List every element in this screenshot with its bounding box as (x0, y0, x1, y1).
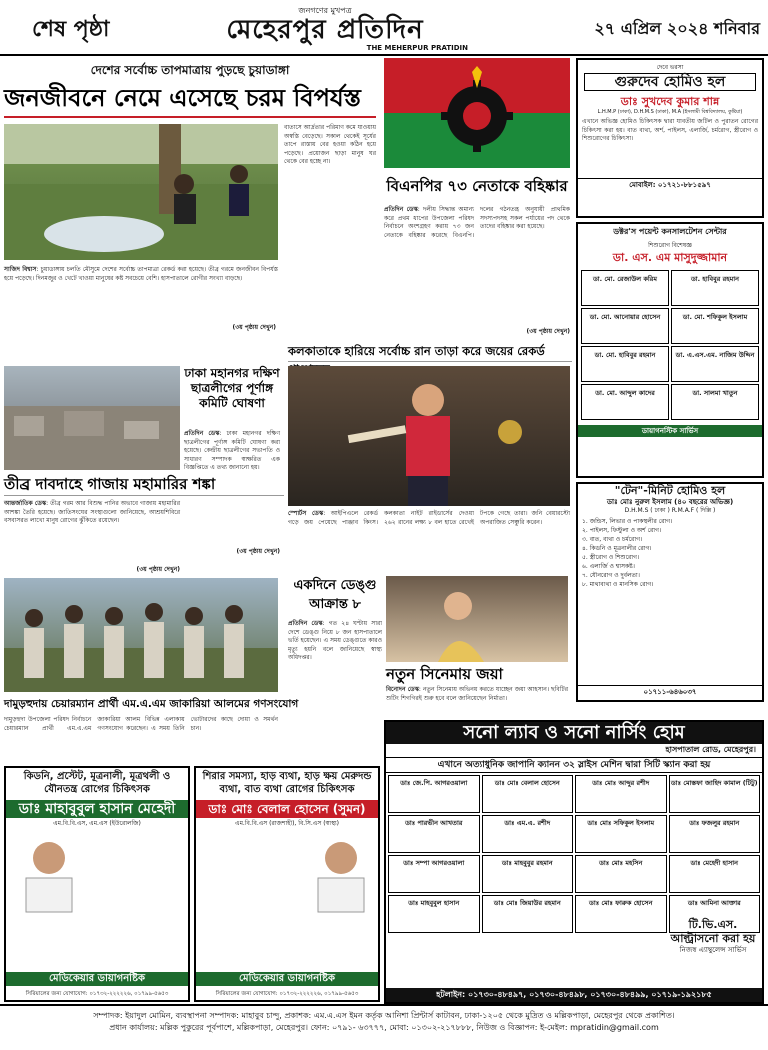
dhaka-headline: ঢাকা মহানগর দক্ষিণ ছাত্রলীগের পূর্ণাঙ্গ কমিটি ঘোষণা (184, 366, 280, 410)
masthead-header (0, 0, 768, 56)
ad-ten-degree: D.H.M.S ( ঢাকা ) R.M.A.F ( দিল্লি ) (624, 507, 716, 514)
ad-sono-doctor-cell: ডাঃ মাহবুবুর রহমান (482, 855, 574, 893)
ad-sono-side-sub: নিজস্ব এ্যাম্বুলেন্স সার্ভিস (679, 946, 747, 954)
lead-text-col2: বাতাসে আর্দ্রতার পরিমাণ কমে যাওয়ায় অস্বস্তি বেড়েছে। সকাল থেকেই সূর্যের তাপে রাস্তায় বের হওয়া কঠিন হয়ে পড়েছে। প্রয়োজন ছাড়া মানুষ ঘর থেকে বের হচ্ছে না। (284, 124, 377, 166)
ad-ten-list-item: ৬. এলার্জি ও শ্বাসকষ্ট। (582, 563, 635, 570)
dhaka-byline: প্রতিদিন ডেস্ক (184, 430, 220, 437)
cricket-text: স্পোর্টস ডেস্ক: আইপিএলে রেকর্ড গড়ে জয় পেয়েছে পাঞ্জাব কিংস। কলকাতা নাইট রাইডার্সের দেওয়া ২৬২ রানের লক্ষ্য ৮ বল হাতে রেখেই টপকে গেছে তারা। জনি বেয়ারস্টো অপরাজিত সেঞ্চুরি করেন। (288, 510, 570, 526)
ad-consult-doctor-cell: ডা. মো. আনোয়ার হোসেন (581, 308, 669, 344)
ad-sono-doctor-cell: ডাঃ সম্পা আগরওয়ালা (388, 855, 480, 893)
gaza-text: আন্তর্জাতিক ডেস্ক: তীব্র গরম আর বিশুদ্ধ পানির অভাবে গাজায় মহামারির আশঙ্কা তৈরি হয়েছে। জাতিসংঘের সংস্থাগুলো জানিয়েছে, আশ্রয়শিবিরে বসবাসরত লাখো মানুষ রোগের ঝুঁকিতে রয়েছেন। (4, 500, 180, 525)
joya-text: বিনোদন ডেস্ক: নতুন সিনেমায় অভিনয় করতে যাচ্ছেন জয়া আহসান। ছবিটির শুটিং শিগগিরই শুরু হবে বলে জানিয়েছেন নির্মাতা। (386, 686, 568, 702)
ad-sono-doctor-cell: ডাঃ এম.এ. রশীদ (482, 815, 574, 853)
ad-ten-list-item: ৫. স্ত্রীরোগ ও শিশুরোগ। (582, 554, 640, 561)
ad-sono-doctor-cell: ডাঃ মোস্তফা জাহিদ কামাল (টিটু) (669, 775, 761, 813)
joya-byline: বিনোদন ডেস্ক (386, 686, 419, 693)
ad-consult-row (578, 345, 762, 383)
ad-consult-row (578, 307, 762, 345)
ad-sono-address: হাসপাতাল রোড, মেহেরপুর। (665, 745, 756, 754)
ad-consult-sub: শিশুরোগ বিশেষজ্ঞ (648, 242, 692, 249)
ad-ten-list-item: ৩. বাত, ব্যথা ও চর্মরোগ। (582, 536, 643, 543)
ad-consult-doctor-grid (578, 269, 762, 421)
ad-sono-doctor-cell: ডাঃ আমিনা আক্তার (669, 895, 761, 933)
batsman-illustration (288, 366, 570, 506)
ad-sono-doctor-cell: ডাঃ ফজলুর রহমান (669, 815, 761, 853)
masthead-title: মেহেরপুর প্রতিদিন (226, 15, 424, 45)
damurhuda-text: দামুড়হুদা উপজেলা পরিষদ নির্বাচনে চেয়ারম্যান প্রার্থী এম.এ.এম জাকারিয়া আলম বিভিন্ন এলাকায় গণসংযোগ করেছেন। এ সময় তিনি ভোটারদের কাছে দোয়া ও সমর্থন চান। (4, 716, 278, 732)
ad-ten-minute (576, 482, 764, 702)
masthead (170, 6, 480, 50)
dhaka-text: প্রতিদিন ডেস্ক: ঢাকা মহানগর দক্ষিণ ছাত্রলীগের পূর্ণাঙ্গ কমিটি ঘোষণা করা হয়েছে। কেন্দ্রীয় ছাত্রলীগের সভাপতি ও সাধারণ সম্পাদক স্বাক্ষরিত এক বিজ্ঞপ্তিতে এ তথ্য জানানো হয়। (184, 430, 280, 472)
lead-headline: জনজীবনে নেমে এসেছে চরম বিপর্যস্ত (4, 82, 376, 118)
issue-date: ২৭ এপ্রিল ২০২৪ শনিবার (594, 19, 760, 38)
cricket-body: আইপিএলে রেকর্ড গড়ে জয় পেয়েছে পাঞ্জাব কিংস। কলকাতা নাইট রাইডার্সের দেওয়া ২৬২ রানের লক্ষ্য ৮ বল হাতে রেখেই টপকে গেছে তারা। জনি বেয়ারস্টো অপরাজিত সেঞ্চুরি করেন। (288, 510, 570, 526)
ad-ten-phone: ০১৭১১-৬৪৬০৩৭ (578, 685, 762, 698)
ad-kidney-degree: এম.বি.বি.এস, এম.এস (ইউরোলজি) (53, 820, 141, 827)
ad-ten-title: "টেন"-মিনিট হোমিও হল (614, 484, 726, 497)
ad-homeo-degree: L.H.M.P (ঢাকা), D.H.M.S (ঢাকা), M.A (ইসলামী বিশ্ববিদ্যালয়, কুষ্টিয়া) (597, 109, 743, 115)
lead-byline: সাজিদ বিশ্বাস (4, 266, 37, 273)
ad-sono-doctor-cell: ডাঃ মোঃ সফিকুল ইসলাম (575, 815, 667, 853)
ad-consult-row (578, 383, 762, 421)
ad-consult-doctor-cell: ডা. সালমা খাতুন (671, 384, 759, 420)
dhaka-body: ঢাকা মহানগর দক্ষিণ ছাত্রলীগের পূর্ণাঙ্গ কমিটি ঘোষণা করা হয়েছে। কেন্দ্রীয় ছাত্রলীগের সভাপতি ও সাধারণ সম্পাদক স্বাক্ষরিত এক বিজ্ঞপ্তিতে এ তথ্য জানানো হয়। (184, 430, 280, 472)
bnp-more-link[interactable]: (৩য় পৃষ্ঠায় দেখুন) (526, 328, 570, 335)
ad-sono-side (668, 918, 758, 955)
ad-bone-degree: এম.বি.বি.এস (রাজশাহী), বি.সি.এস (স্বাস্থ্য) (235, 820, 339, 827)
ad-sono-doctor-cell: ডাঃ মোঃ মহসিন (575, 855, 667, 893)
dengue-headline: একদিনে ডেঙ্গু আক্রান্ত ৮ (293, 578, 377, 612)
doctor-portrait-icon (14, 832, 84, 912)
ad-consult-doctor-cell: ডা. মো. হাবিবুর রহমান (581, 346, 669, 382)
imprint-line-1: সম্পাদক: ইয়াদুল মোমিন, ব্যবস্থাপনা সম্পাদক: মাহাবুব চান্দু, প্রকাশক: এম.এ.এস ইমন কর্তৃক আনিশা প্রিন্টার্স কাটাবন, ঢাকা-১২০৫ থেকে মুদ্রিত ও মল্লিকপাড়া, মেহেরপুর থেকে প্রকাশিত। (93, 1011, 675, 1020)
ad-sono-doctor-cell: ডাঃ মোঃ বেলাল হোসেন (482, 775, 574, 813)
ad-bone-phone: সিরিয়ালের জন্য যোগাযোগ: ০১৭৩২-২২২২২৬, ০১৭৯৯-৫৬৫৩ (215, 991, 359, 997)
ad-bone-doctor: ডাঃ মোঃ বেলাল হোসেন (সুমন) (196, 800, 378, 818)
ad-sono-doctor-cell: ডাঃ মোঃ ফারুক হোসেন (575, 895, 667, 933)
ad-consult-doctor: ডা. এস. এম মাসুদুজ্জামান (612, 251, 728, 264)
crowd-illustration (4, 578, 278, 692)
masthead-english: THE MEHERPUR PRATIDIN (366, 44, 468, 52)
bnp-byline: প্রতিদিন ডেস্ক (384, 206, 418, 213)
doctor-portrait-icon (306, 832, 376, 912)
dengue-text: প্রতিদিন ডেস্ক: গত ২৪ ঘণ্টায় সারা দেশে ডেঙ্গু নিয়ে ৮ জন হাসপাতালে ভর্তি হয়েছেন। এ সময় ডেঙ্গুতে কারও মৃত্যু হয়নি বলে জানিয়েছে স্বাস্থ্য অধিদপ্তর। (288, 620, 382, 662)
bnp-text: প্রতিদিন ডেস্ক: দলীয় সিদ্ধান্ত অমান্য করে প্রথম ধাপের উপজেলা পরিষদ নির্বাচনে অংশগ্রহণ করায় ৭৩ জন নেতাকে বহিষ্কার করেছে বিএনপি। দলের গঠনতন্ত্র অনুযায়ী প্রাথমিক সদস্যপদসহ সকল পর্যায়ের পদ থেকে তাদের বহিষ্কার করা হয়েছে। (384, 206, 570, 239)
ad-consult-doctor-cell: ডা. মো. শফিকুল ইসলাম (671, 308, 759, 344)
damurhuda-photo (4, 578, 278, 692)
ad-homeo-kicker: দেবে ভরসা (656, 64, 684, 71)
gaza-body: তীব্র গরম আর বিশুদ্ধ পানির অভাবে গাজায় মহামারির আশঙ্কা তৈরি হয়েছে। জাতিসংঘের সংস্থাগুলো জানিয়েছে, আশ্রয়শিবিরে বসবাসরত লাখো মানুষ রোগের ঝুঁকিতে রয়েছেন। (4, 500, 180, 525)
ad-bone-title: শিরার সমস্যা, হাড় ব্যথা, হাড় ক্ষয় মেরুদন্ড ব্যথা, বাত ব্যথা রোগের চিকিৎসক (202, 771, 372, 795)
cricket-byline: স্পোর্টস ডেস্ক (288, 510, 324, 517)
damurhuda-headline: দামুড়হুদায় চেয়ারম্যান প্রার্থী এম.এ.এম জাকারিয়া আলমের গণসংযোগ (4, 698, 299, 710)
gaza-byline: আন্তর্জাতিক ডেস্ক (4, 500, 47, 507)
page-label: শেষ পৃষ্ঠা (32, 17, 110, 42)
ad-kidney-footer: মেডিকেয়ার ডায়াগনষ্টিক (6, 972, 188, 986)
ad-consult (576, 222, 764, 478)
ad-kidney (4, 766, 190, 1002)
gaza-more-link[interactable]: (৩য় পৃষ্ঠায় দেখুন) (136, 566, 180, 573)
joya-headline: নতুন সিনেমায় জয়া (386, 665, 503, 683)
ad-ten-list-item: ২. পাইলস, ফিস্টুলা ও অর্শ রোগ। (582, 527, 662, 534)
ad-kidney-title: কিডনি, প্রস্টেট, মূত্রনালী, মূত্রথলী ও যৌনতন্ত্র রোগের চিকিৎসক (23, 771, 171, 795)
joya-body: নতুন সিনেমায় অভিনয় করতে যাচ্ছেন জয়া আহসান। ছবিটির শুটিং শিগগিরই শুরু হবে বলে জানিয়েছেন নির্মাতা। (386, 686, 568, 702)
ad-homeo-doctor: ডাঃ সুখদেব কুমার শান্ন (620, 95, 720, 108)
lead-kicker: দেশের সর্বোচ্চ তাপমাত্রায় পুড়ছে চুয়াডাঙ্গা (90, 63, 290, 77)
cricket-headline: কলকাতাকে হারিয়ে সর্বোচ্চ রান তাড়া করে জয়ের রেকর্ড (288, 342, 572, 362)
ad-sono-side-main: টি.ভি.এস. আল্ট্রাসনো করা হয় (670, 918, 756, 945)
ad-sono (384, 720, 764, 1004)
ad-kidney-doctor: ডাঃ মাহাবুবুল হাসান মেহেদী (6, 800, 188, 818)
gaza-headline: তীব্র দাবদাহে গাজায় মহামারির শঙ্কা (4, 474, 284, 496)
ad-sono-hotline: হটলাইন: ০১৭৩০-৪৮৪৯৭, ০১৭৩০-৪৮৪৯৮, ০১৭৩০-৪৮৪৯৯, ০১৭১৯-১৯২১৮৫ (386, 988, 762, 1002)
lead-more-link[interactable]: (৩য় পৃষ্ঠায় দেখুন) (232, 324, 276, 331)
bnp-flag (384, 58, 570, 168)
ad-bone-footer: মেডিকেয়ার ডায়াগনষ্টিক (196, 972, 378, 986)
ad-ten-list-item: ১. জন্ডিস, লিভার ও পাকস্থলীর রোগ। (582, 518, 673, 525)
bnp-body: দলীয় সিদ্ধান্ত অমান্য করে প্রথম ধাপের উপজেলা পরিষদ নির্বাচনে অংশগ্রহণ করায় ৭৩ জন নেতাকে বহিষ্কার করেছে বিএনপি। দলের গঠনতন্ত্র অনুযায়ী প্রাথমিক সদস্যপদসহ সকল পর্যায়ের পদ থেকে তাদের বহিষ্কার করা হয়েছে। (384, 206, 570, 239)
ad-sono-doctor-cell: ডাঃ মোঃ আব্দুর রশীদ (575, 775, 667, 813)
lead-photo (4, 124, 278, 260)
ad-consult-row (578, 269, 762, 307)
ad-sono-doctor-cell: ডাঃ মাহবুবুল হাসান (388, 895, 480, 933)
ad-consult-footer: ডায়াগনস্টিক সার্ভিস (578, 425, 762, 437)
ad-kidney-phone: সিরিয়ালের জন্য যোগাযোগ: ০১৭৩২-২২২২২৬, ০১৭৯৯-৫৬৫৩ (25, 991, 169, 997)
dengue-byline: প্রতিদিন ডেস্ক (288, 620, 323, 627)
heat-photo-illustration (4, 124, 278, 260)
imprint-line-2: প্রধান কার্যালয়: মল্লিক পুকুরের পূর্বপাশে, মল্লিকপাড়া, মেহেরপুর। ফোন: ০৭৯১- ৬৩৭৭৭, মোবা: ০১৩০২-২১৭৮৮৮, নিউজ ও বিজ্ঞাপন: ই-মেইল: mpratidin@gmail.com (109, 1023, 659, 1032)
lead-text: সাজিদ বিশ্বাস: চুয়াডাঙ্গায় চলতি মৌসুমে দেশের সর্বোচ্চ তাপমাত্রা রেকর্ড করা হয়েছে। তীব্র গরমে জনজীবন বিপর্যস্ত হয়ে পড়েছে। দিনমজুর ও খেটে খাওয়া মানুষের কষ্ট সবচেয়ে বেশি। হাসপাতালে রোগীর সংখ্যা বাড়ছে। (4, 266, 278, 282)
dhaka-more-link[interactable]: (৩য় পৃষ্ঠায় দেখুন) (236, 548, 280, 555)
ad-sono-doctor-cell: ডাঃ মেহেদী হাসান (669, 855, 761, 893)
ad-ten-list (578, 515, 762, 591)
ad-bone (194, 766, 380, 1002)
ad-ten-list-item: ৭. যৌনরোগ ও দুর্বলতা। (582, 572, 640, 579)
imprint-footer (0, 1004, 768, 1050)
ad-ten-list-item: ৮. মাথাব্যথা ও মানসিক রোগ। (582, 581, 654, 588)
joya-photo (386, 576, 568, 662)
ad-sono-banner: এখানে অত্যাধুনিক জাপানি ক্যানন ৩২ স্লাইস মেশিন দ্বারা সিটি স্ক্যান করা হয় (386, 757, 762, 773)
ad-consult-doctor-cell: ডা. এ.এস.এম. নাজিম উদ্দিন (671, 346, 759, 382)
ad-sono-title: সনো ল্যাব ও সনো নার্সিং হোম (386, 722, 762, 744)
ad-consult-title: ডক্টর'স পয়েন্ট কনসালটেশন সেন্টার (613, 227, 727, 236)
gaza-photo (4, 366, 180, 470)
lead-body: চুয়াডাঙ্গায় চলতি মৌসুমে দেশের সর্বোচ্চ তাপমাত্রা রেকর্ড করা হয়েছে। তীব্র গরমে জনজীবন বিপর্যস্ত হয়ে পড়েছে। দিনমজুর ও খেটে খাওয়া মানুষের কষ্ট সবচেয়ে বেশি। হাসপাতালে রোগীর সংখ্যা বাড়ছে। (4, 266, 278, 282)
ad-homeo (576, 58, 764, 218)
ad-ten-list-item: ৪. কিডনি ও মূত্রনালীর রোগ। (582, 545, 652, 552)
bnp-logo-icon (384, 58, 570, 168)
ad-consult-doctor-cell: ডা. হাবিবুর রহমান (671, 270, 759, 306)
ad-sono-doctor-cell: ডাঃ জে.পি. আগরওয়ালা (388, 775, 480, 813)
ad-ten-doctor: ডাঃ মোঃ নুরুল ইসলাম (৪০ বছরের অভিজ্ঞ) (606, 498, 734, 506)
ad-sono-doctor-cell: ডাঃ পারভীন আখতার (388, 815, 480, 853)
cricket-photo (288, 366, 570, 506)
ad-homeo-phone: মোবাইল: ০১৭২১-৮৮১৫৯৭ (578, 178, 762, 191)
ad-sono-doctor-cell: ডাঃ মোঃ জিয়াউর রহমান (482, 895, 574, 933)
masthead-kicker: জনগণের মুখপত্র (298, 6, 352, 15)
ad-consult-doctor-cell: ডা. মো. আব্দুল কাদের (581, 384, 669, 420)
bnp-headline: বিএনপির ৭৩ নেতাকে বহিষ্কার (386, 177, 568, 195)
dengue-body: গত ২৪ ঘণ্টায় সারা দেশে ডেঙ্গু নিয়ে ৮ জন হাসপাতালে ভর্তি হয়েছেন। এ সময় ডেঙ্গুতে কারও মৃত্যু হয়নি বলে জানিয়েছে স্বাস্থ্য অধিদপ্তর। (288, 620, 382, 662)
ad-consult-doctor-cell: ডা. মো. রেজাউল করিম (581, 270, 669, 306)
actress-illustration (386, 576, 568, 662)
ad-homeo-title: গুরুদেব হোমিও হল (584, 73, 756, 91)
city-rubble-illustration (4, 366, 180, 470)
ad-homeo-text: এখানে অভিজ্ঞ হোমিও চিকিৎসক দ্বারা যাবতীয় জটিল ও পুরাতন রোগের চিকিৎসা করা হয়। বাত ব্যথা, অর্শ, পাইলস, এলার্জি, চর্মরোগ, স্ত্রীরোগ ও শিশুরোগের চিকিৎসা। (582, 118, 758, 143)
ad-sono-doctor-grid (386, 773, 762, 935)
